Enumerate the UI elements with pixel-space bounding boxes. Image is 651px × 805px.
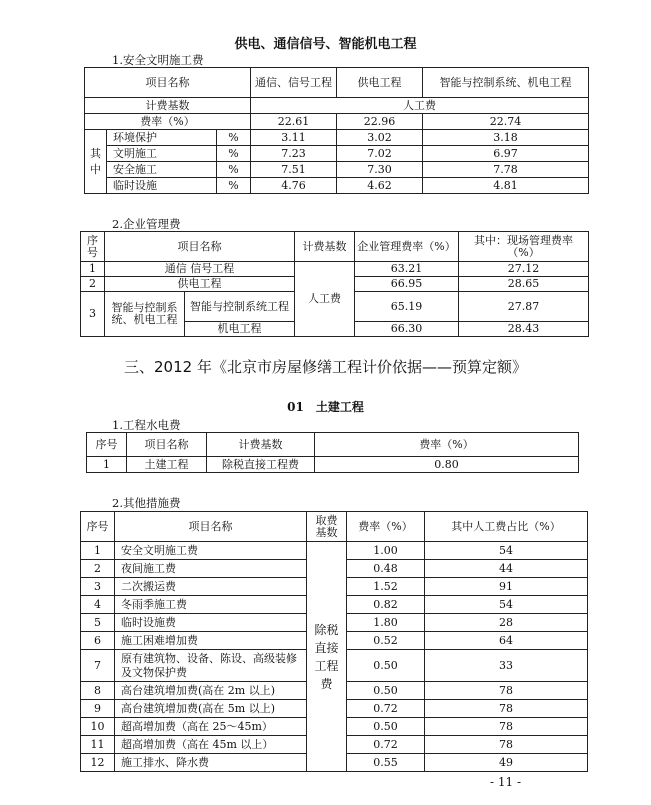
table-row-name: 土建工程 [127, 457, 207, 473]
table-cell: 6.97 [423, 146, 589, 162]
table-row-unit: % [217, 146, 251, 162]
col-header-comm: 通信、信号工程 [251, 68, 337, 98]
table-cell: 4.81 [423, 178, 589, 194]
table-cell: 1.80 [347, 614, 425, 632]
col-header-no: 序号 [81, 232, 105, 262]
part-title: 三、2012 年《北京市房屋修缮工程计价依据——预算定额》 [124, 358, 527, 376]
base-label: 计费基数 [85, 98, 251, 114]
table-row-no: 5 [81, 614, 115, 632]
table-row-no: 2 [81, 560, 115, 578]
table-row-no: 3 [81, 578, 115, 596]
subsection-title: 01 土建工程 [287, 400, 364, 414]
col-header-base: 取费基数 [307, 512, 347, 542]
table-cell: 91 [425, 578, 588, 596]
table-row-group: 智能与控制系统、机电工程 [105, 292, 185, 337]
table-row-no: 1 [81, 262, 105, 277]
table-cell: 66.30 [355, 322, 459, 337]
table-row-no: 1 [87, 457, 127, 473]
table-cell: 0.72 [347, 700, 425, 718]
col-header-item: 项目名称 [105, 232, 295, 262]
table-cell: 1.52 [347, 578, 425, 596]
base-value: 除税直接工程费 [307, 542, 347, 772]
other-fee-table [80, 511, 588, 772]
table-cell: 54 [425, 596, 588, 614]
table-cell: 7.23 [251, 146, 337, 162]
table-cell: 28.43 [459, 322, 589, 337]
table-cell: 4.76 [251, 178, 337, 194]
table-cell: 33 [425, 650, 588, 682]
table-cell: 28.65 [459, 277, 589, 292]
table-row-name: 临时设施 [107, 178, 217, 194]
rate-label: 费率（%） [85, 114, 251, 130]
table-cell: 0.52 [347, 632, 425, 650]
table-cell: 0.50 [347, 718, 425, 736]
table-row-sub: 机电工程 [185, 322, 295, 337]
col-header-item: 项目名称 [127, 433, 207, 457]
table-row-sub: 智能与控制系统工程 [185, 292, 295, 322]
table-cell: 28 [425, 614, 588, 632]
table-cell: 54 [425, 542, 588, 560]
group-label: 其中 [85, 130, 107, 194]
table-cell: 7.51 [251, 162, 337, 178]
utility-fee-heading: 1.工程水电费 [112, 418, 181, 432]
col-header-labor: 其中人工费占比（%） [425, 512, 588, 542]
col-header-rate: 企业管理费率（%） [355, 232, 459, 262]
table-row-no: 6 [81, 632, 115, 650]
table-row-no: 10 [81, 718, 115, 736]
table-cell: 63.21 [355, 262, 459, 277]
safety-fee-table [84, 67, 589, 194]
table-row-unit: % [217, 162, 251, 178]
rate-power: 22.96 [337, 114, 423, 130]
col-header-rate: 费率（%） [315, 433, 579, 457]
table-row-name: 夜间施工费 [115, 560, 307, 578]
col-header-power: 供电工程 [337, 68, 423, 98]
utility-fee-table [86, 432, 579, 473]
table-cell: 0.48 [347, 560, 425, 578]
table-cell: 3.11 [251, 130, 337, 146]
table-cell: 44 [425, 560, 588, 578]
table-row-no: 8 [81, 682, 115, 700]
other-fee-heading: 2.其他措施费 [112, 496, 181, 510]
table-row-name: 原有建筑物、设备、陈设、高级装修及文物保护费 [115, 650, 307, 682]
table-cell: 65.19 [355, 292, 459, 322]
table-row-name: 文明施工 [107, 146, 217, 162]
table-row-name: 高台建筑增加费(高在 5m 以上) [115, 700, 307, 718]
base-value: 人工费 [251, 98, 589, 114]
col-header-base: 计费基数 [207, 433, 315, 457]
table-cell: 78 [425, 700, 588, 718]
col-header-rate: 费率（%） [347, 512, 425, 542]
table-cell: 27.12 [459, 262, 589, 277]
col-header-site: 其中：现场管理费率（%） [459, 232, 589, 262]
table-row-no: 9 [81, 700, 115, 718]
table-row-no: 3 [81, 292, 105, 337]
table-row-name: 施工困难增加费 [115, 632, 307, 650]
table-row-name: 供电工程 [105, 277, 295, 292]
table-row-name: 临时设施费 [115, 614, 307, 632]
table-row-unit: % [217, 178, 251, 194]
table-cell: 3.18 [423, 130, 589, 146]
table-row-name: 安全施工 [107, 162, 217, 178]
table-cell: 1.00 [347, 542, 425, 560]
table-row-name: 超高增加费（高在 45m 以上） [115, 736, 307, 754]
rate-comm: 22.61 [251, 114, 337, 130]
table-row-name: 高台建筑增加费(高在 2m 以上) [115, 682, 307, 700]
table-cell: 78 [425, 682, 588, 700]
section-title: 供电、通信信号、智能机电工程 [234, 37, 417, 52]
table-cell: 0.72 [347, 736, 425, 754]
table-cell: 0.55 [347, 754, 425, 772]
table-row-no: 1 [81, 542, 115, 560]
mgmt-fee-table [80, 231, 589, 337]
col-header-base: 计费基数 [295, 232, 355, 262]
table-cell: 78 [425, 718, 588, 736]
table-row-unit: % [217, 130, 251, 146]
col-header-item: 项目名称 [115, 512, 307, 542]
safety-fee-heading: 1.安全文明施工费 [112, 53, 204, 67]
base-value: 人工费 [295, 262, 355, 337]
table-row-no: 4 [81, 596, 115, 614]
table-cell: 64 [425, 632, 588, 650]
table-cell: 3.02 [337, 130, 423, 146]
mgmt-fee-heading: 2.企业管理费 [112, 217, 181, 231]
table-row-name: 二次搬运费 [115, 578, 307, 596]
col-header-smart: 智能与控制系统、机电工程 [423, 68, 589, 98]
table-cell: 0.80 [315, 457, 579, 473]
table-cell: 7.02 [337, 146, 423, 162]
page-number: - 11 - [490, 775, 522, 789]
table-row-no: 7 [81, 650, 115, 682]
table-cell: 0.82 [347, 596, 425, 614]
table-row-name: 超高增加费（高在 25～45m） [115, 718, 307, 736]
table-row-name: 施工排水、降水费 [115, 754, 307, 772]
table-row-no: 12 [81, 754, 115, 772]
table-row-name: 安全文明施工费 [115, 542, 307, 560]
rate-smart: 22.74 [423, 114, 589, 130]
table-cell: 49 [425, 754, 588, 772]
table-row-no: 11 [81, 736, 115, 754]
col-header-item: 项目名称 [85, 68, 251, 98]
table-row-no: 2 [81, 277, 105, 292]
table-row-name: 通信 信号工程 [105, 262, 295, 277]
col-header-no: 序号 [81, 512, 115, 542]
table-cell: 66.95 [355, 277, 459, 292]
table-cell: 4.62 [337, 178, 423, 194]
table-row-name: 冬雨季施工费 [115, 596, 307, 614]
table-cell: 78 [425, 736, 588, 754]
table-cell: 0.50 [347, 650, 425, 682]
table-row-base: 除税直接工程费 [207, 457, 315, 473]
table-cell: 7.78 [423, 162, 589, 178]
table-cell: 0.50 [347, 682, 425, 700]
table-cell: 27.87 [459, 292, 589, 322]
col-header-no: 序号 [87, 433, 127, 457]
table-row-name: 环境保护 [107, 130, 217, 146]
table-cell: 7.30 [337, 162, 423, 178]
